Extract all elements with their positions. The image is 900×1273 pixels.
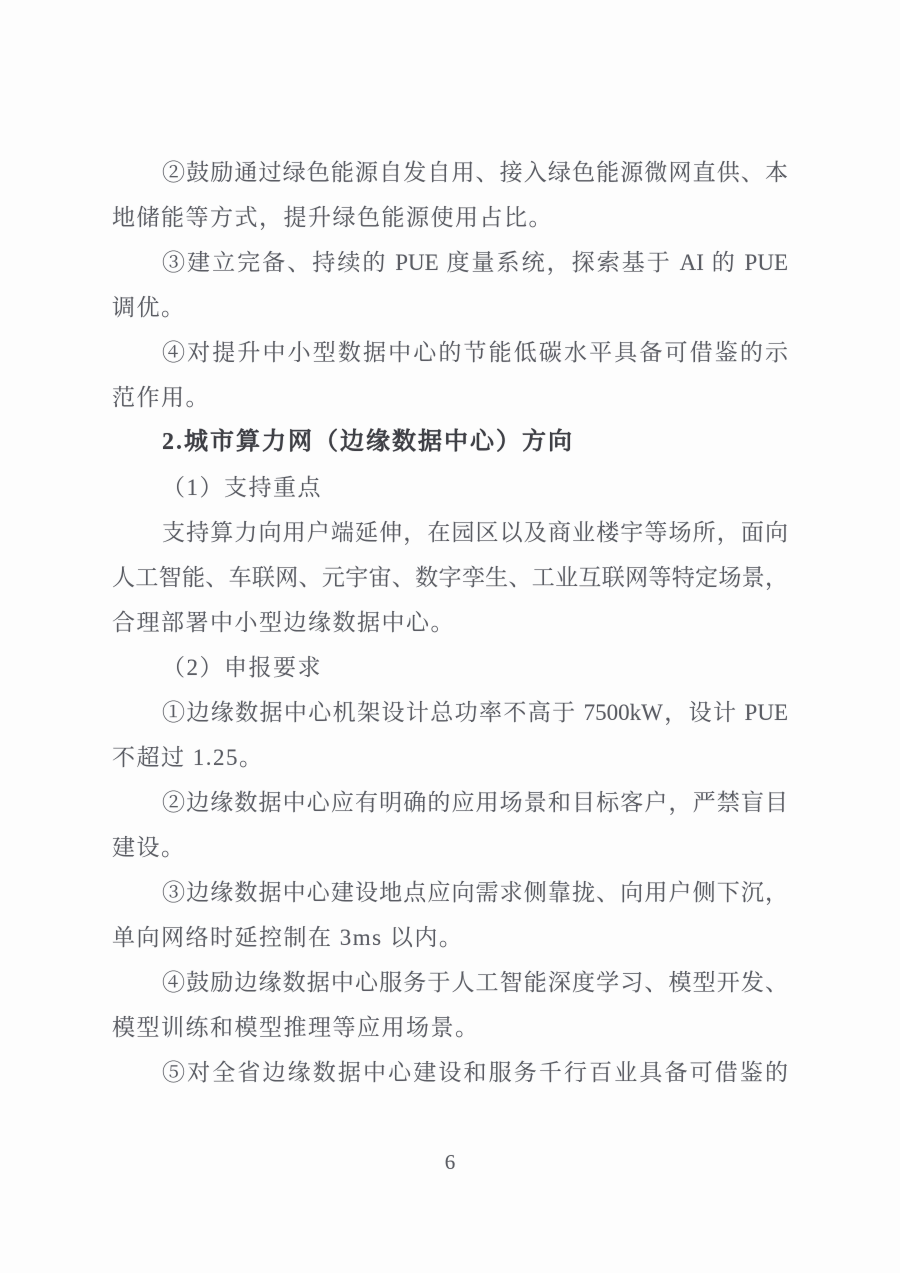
text-line: 支持算力向用户端延伸，在园区以及商业楼宇等场所，面向 — [162, 520, 788, 545]
document-body — [112, 150, 788, 1095]
text-line: 调优。 — [112, 295, 186, 320]
text-line: ⑤对全省边缘数据中心建设和服务千行百业具备可借鉴的 — [162, 1060, 788, 1085]
text-line: ③建立完备、持续的 PUE 度量系统，探索基于 AI 的 PUE — [162, 250, 788, 275]
text-line: 不超过 1.25。 — [112, 745, 264, 770]
text-line: 范作用。 — [112, 385, 210, 410]
text-line: ①边缘数据中心机架设计总功率不高于 7500kW，设计 PUE — [162, 700, 788, 725]
text-line: ④对提升中小型数据中心的节能低碳水平具备可借鉴的示 — [162, 340, 788, 365]
text-line: 建设。 — [112, 835, 186, 860]
text-line: 合理部署中小型边缘数据中心。 — [112, 610, 455, 635]
page-number: 6 — [444, 1150, 456, 1174]
text-line: （2）申报要求 — [162, 655, 322, 680]
text-line: （1）支持重点 — [162, 475, 322, 500]
text-line: ②边缘数据中心应有明确的应用场景和目标客户，严禁盲目 — [162, 790, 788, 815]
text-line: 人工智能、车联网、元宇宙、数字孪生、工业互联网等特定场景， — [112, 565, 788, 590]
text-line: 模型训练和模型推理等应用场景。 — [112, 1015, 480, 1040]
text-line: ②鼓励通过绿色能源自发自用、接入绿色能源微网直供、本 — [162, 160, 788, 185]
text-line: ④鼓励边缘数据中心服务于人工智能深度学习、模型开发、 — [162, 970, 788, 995]
text-line: 2.城市算力网（边缘数据中心）方向 — [162, 429, 574, 455]
text-line: 地储能等方式，提升绿色能源使用占比。 — [112, 205, 553, 230]
page-footer — [0, 1140, 900, 1185]
text-line: 单向网络时延控制在 3ms 以内。 — [112, 925, 464, 950]
text-line: ③边缘数据中心建设地点应向需求侧靠拢、向用户侧下沉， — [162, 880, 788, 905]
